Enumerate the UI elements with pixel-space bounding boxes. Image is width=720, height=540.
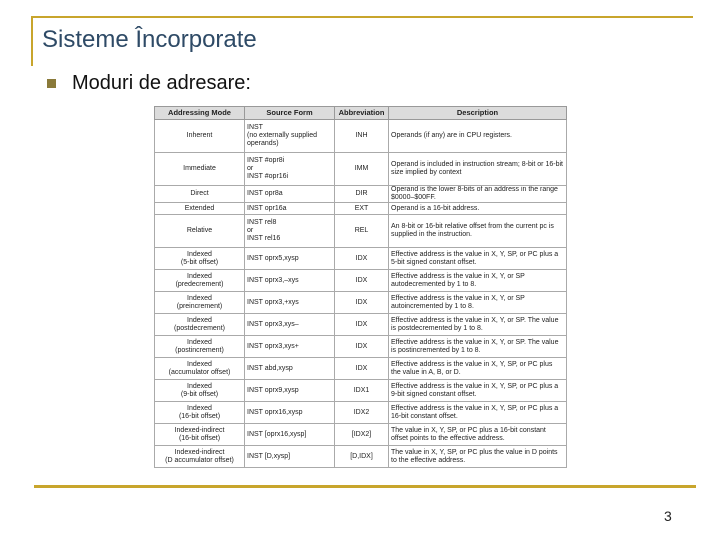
table-row xyxy=(155,203,567,215)
cell-line: INST opr8a xyxy=(247,190,283,197)
table-row xyxy=(155,248,567,270)
cell-line: operands) xyxy=(247,140,279,147)
cell-source-form xyxy=(245,215,335,248)
cell-line: INST rel16 xyxy=(247,235,281,242)
cell-line: INST oprx3,xys– xyxy=(247,320,299,328)
cell-abbreviation: IDX2 xyxy=(335,402,389,424)
cell-addressing-mode xyxy=(155,120,245,153)
cell-line: INST #opr16i xyxy=(247,173,289,180)
cell-line: INST [oprx16,xysp] xyxy=(247,430,307,438)
header-addressing-mode: Addressing Mode xyxy=(155,107,245,120)
cell-description: Effective address is the value in X, Y, or SP autodecremented by 1 to 8. xyxy=(389,270,567,292)
cell-addressing-mode xyxy=(155,424,245,446)
cell-source-form xyxy=(245,120,335,153)
cell-abbreviation: IDX1 xyxy=(335,380,389,402)
bullet-text: Moduri de adresare: xyxy=(72,72,251,94)
table-row xyxy=(155,446,567,468)
cell-line: Indexed xyxy=(187,382,212,390)
table-row xyxy=(155,358,567,380)
cell-addressing-mode xyxy=(155,446,245,468)
cell-description: Operand is the lower 8-bits of an address in the range $0000–$00FF. xyxy=(389,186,567,203)
cell-line: Indexed xyxy=(187,404,212,412)
cell-line: INST xyxy=(247,124,263,131)
cell-abbreviation: REL xyxy=(335,215,389,248)
table-row xyxy=(155,270,567,292)
table-row xyxy=(155,153,567,186)
cell-addressing-mode xyxy=(155,292,245,314)
cell-addressing-mode xyxy=(155,248,245,270)
cell-line: Indexed xyxy=(187,316,212,324)
cell-description: An 8-bit or 16-bit relative offset from the current pc is supplied in the instruction. xyxy=(389,215,567,248)
cell-line: (preincrement) xyxy=(176,302,223,310)
cell-line: Relative xyxy=(186,227,213,234)
cell-addressing-mode xyxy=(155,358,245,380)
cell-addressing-mode xyxy=(155,402,245,424)
cell-line: Indexed xyxy=(187,294,212,302)
cell-source-form xyxy=(245,270,335,292)
cell-description: The value in X, Y, SP, or PC plus the value in D points to the effective address. xyxy=(389,446,567,468)
cell-addressing-mode xyxy=(155,314,245,336)
cell-addressing-mode xyxy=(155,215,245,248)
cell-line: INST oprx5,xysp xyxy=(247,254,299,262)
cell-abbreviation: IDX xyxy=(335,292,389,314)
cell-line: Indexed xyxy=(187,250,212,258)
cell-addressing-mode xyxy=(155,203,245,215)
page-number: 3 xyxy=(664,508,672,524)
cell-line: (predecrement) xyxy=(175,280,224,288)
cell-abbreviation: EXT xyxy=(335,203,389,215)
cell-line: INST oprx9,xysp xyxy=(247,386,299,394)
table-row xyxy=(155,215,567,248)
table-row xyxy=(155,120,567,153)
cell-description: Effective address is the value in X, Y, or SP autoincremented by 1 to 8. xyxy=(389,292,567,314)
cell-abbreviation: INH xyxy=(335,120,389,153)
cell-line: Indexed xyxy=(187,272,212,280)
cell-source-form xyxy=(245,424,335,446)
title-horizontal-rule xyxy=(31,16,693,18)
cell-line: INST opr16a xyxy=(247,204,287,212)
cell-abbreviation: [IDX2] xyxy=(335,424,389,446)
cell-description: Effective address is the value in X, Y, SP, or PC plus the value in A, B, or D. xyxy=(389,358,567,380)
cell-line: or xyxy=(247,165,254,172)
cell-source-form xyxy=(245,446,335,468)
cell-abbreviation: IDX xyxy=(335,248,389,270)
cell-abbreviation: IMM xyxy=(335,153,389,186)
cell-addressing-mode xyxy=(155,153,245,186)
cell-line: Extended xyxy=(184,204,215,212)
cell-abbreviation: DIR xyxy=(335,186,389,203)
table-row xyxy=(155,380,567,402)
table-row xyxy=(155,336,567,358)
cell-abbreviation: IDX xyxy=(335,336,389,358)
addressing-modes-table xyxy=(154,106,567,468)
cell-addressing-mode xyxy=(155,380,245,402)
cell-addressing-mode xyxy=(155,186,245,203)
cell-description: Operands (if any) are in CPU registers. xyxy=(389,120,567,153)
table-row xyxy=(155,314,567,336)
cell-line: (16-bit offset) xyxy=(178,412,221,420)
cell-description: Effective address is the value in X, Y, or SP. The value is postincremented by 1 to 8. xyxy=(389,336,567,358)
cell-description: Effective address is the value in X, Y, or SP. The value is postdecremented by 1 to 8. xyxy=(389,314,567,336)
cell-line: Indexed xyxy=(187,338,212,346)
cell-source-form xyxy=(245,203,335,215)
cell-line: INST oprx16,xysp xyxy=(247,408,303,416)
footer-rule xyxy=(34,485,696,488)
table-row xyxy=(155,402,567,424)
cell-source-form xyxy=(245,153,335,186)
cell-source-form xyxy=(245,358,335,380)
table-row xyxy=(155,292,567,314)
cell-line: Indexed-indirect xyxy=(174,426,225,434)
cell-line: INST rel8 xyxy=(247,219,277,226)
cell-source-form xyxy=(245,186,335,203)
cell-line: INST oprx3,–xys xyxy=(247,276,299,284)
header-abbreviation: Abbreviation xyxy=(335,107,389,120)
bullet-icon xyxy=(47,79,56,88)
header-description: Description xyxy=(389,107,567,120)
cell-source-form xyxy=(245,248,335,270)
cell-description: Effective address is the value in X, Y, SP, or PC plus a 16-bit constant offset. xyxy=(389,402,567,424)
title-vertical-rule xyxy=(31,16,33,66)
cell-line: (D accumulator offset) xyxy=(165,456,234,464)
cell-abbreviation: IDX xyxy=(335,358,389,380)
cell-line: (accumulator offset) xyxy=(168,368,231,376)
cell-line: INST oprx3,+xys xyxy=(247,298,299,306)
table-row xyxy=(155,186,567,203)
cell-source-form xyxy=(245,292,335,314)
cell-description: Operand is included in instruction stream; 8-bit or 16-bit size implied by context xyxy=(389,153,567,186)
cell-line: (9-bit offset) xyxy=(180,390,219,398)
cell-line: INST [D,xysp] xyxy=(247,452,291,460)
cell-abbreviation: IDX xyxy=(335,314,389,336)
slide-title: Sisteme Încorporate xyxy=(42,26,257,53)
cell-line: Direct xyxy=(190,190,209,197)
cell-source-form xyxy=(245,336,335,358)
header-source-form: Source Form xyxy=(245,107,335,120)
cell-line: (16-bit offset) xyxy=(178,434,221,442)
cell-line: INST oprx3,xys+ xyxy=(247,342,299,350)
cell-line: (no externally supplied xyxy=(247,132,318,139)
cell-source-form xyxy=(245,380,335,402)
cell-line: Indexed-indirect xyxy=(174,448,225,456)
cell-line: Immediate xyxy=(183,165,216,172)
cell-abbreviation: [D,IDX] xyxy=(335,446,389,468)
cell-addressing-mode xyxy=(155,270,245,292)
cell-description: Effective address is the value in X, Y, SP, or PC plus a 9-bit signed constant offset. xyxy=(389,380,567,402)
cell-line: (postdecrement) xyxy=(174,324,225,332)
cell-description: Effective address is the value in X, Y, SP, or PC plus a 5-bit signed constant offset. xyxy=(389,248,567,270)
cell-abbreviation: IDX xyxy=(335,270,389,292)
cell-line: Indexed xyxy=(187,360,212,368)
cell-description: Operand is a 16-bit address. xyxy=(389,203,567,215)
table-row xyxy=(155,424,567,446)
cell-line: Inherent xyxy=(186,132,213,139)
cell-addressing-mode xyxy=(155,336,245,358)
cell-line: INST #opr8i xyxy=(247,157,285,164)
cell-description: The value in X, Y, SP, or PC plus a 16-bit constant offset points to the effective address. xyxy=(389,424,567,446)
cell-line: (postincrement) xyxy=(175,346,224,354)
cell-line: INST abd,xysp xyxy=(247,364,293,372)
cell-source-form xyxy=(245,402,335,424)
table-header-row xyxy=(155,107,567,120)
cell-line: (5-bit offset) xyxy=(180,258,219,266)
cell-source-form xyxy=(245,314,335,336)
cell-line: or xyxy=(247,227,254,234)
